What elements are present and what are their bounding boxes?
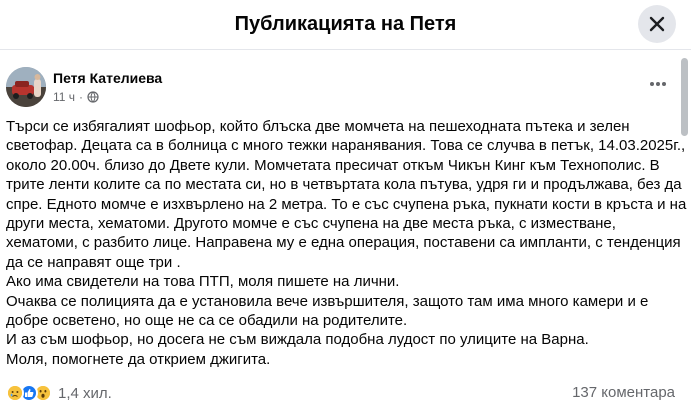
- post-options-button[interactable]: [644, 70, 672, 98]
- author-avatar[interactable]: [6, 67, 46, 107]
- post-line: Ако има свидетели на това ПТП, моля пишете на лични.: [6, 273, 400, 291]
- close-button[interactable]: [638, 5, 676, 43]
- post-line: трите ленти колите са по местата си, но в четвъртата кола пътува, удря ги и продължава, без да: [6, 176, 682, 194]
- post-scroll-area[interactable]: [0, 51, 691, 416]
- post-line: светофар. Децата са в болница с много тежки наранявания. Това се случва в петък, 14.03.2025г.,: [6, 137, 686, 155]
- post-line: около 20.00ч. близо до Двете кули. Момчетата пресичат откъм Чикън Кинг към Технополис. В: [6, 156, 660, 174]
- reactions-summary[interactable]: [6, 382, 112, 404]
- scrollbar-thumb[interactable]: [681, 58, 688, 136]
- post-line: спре. Едното момче е изхвърлено на 2 метра. То е със счупена ръка, пукнати кости в кръста и на: [6, 195, 687, 213]
- post-line: И аз съм шофьор, но досега не съм виждала подобна лудост по улиците на Варна.: [6, 331, 589, 349]
- author-name[interactable]: Петя Кателиева: [53, 70, 163, 86]
- avatar-photo: [6, 67, 46, 107]
- more-horizontal-icon: [649, 81, 667, 87]
- post-meta: [53, 89, 99, 105]
- sad-reaction-icon: [6, 384, 24, 402]
- dialog-title: Публикацията на Петя: [234, 13, 457, 35]
- post-text: [6, 117, 687, 369]
- post-line: хематоми, с разбито лице. Направена му е една операция, поставени са импланти, с тенденция: [6, 234, 681, 252]
- dialog-header: [0, 0, 691, 50]
- post-line: Търси се избягалият шофьор, който блъска две момчета на пешеходната пътека и зелен: [6, 118, 630, 135]
- post-line: Очаква се полицията да е установила вече извършителя, защото там има много камери и е: [6, 292, 649, 310]
- post-line: да се направят още три .: [6, 253, 181, 271]
- post-line: Моля, помогнете да открием джигита.: [6, 350, 271, 368]
- comments-count[interactable]: 137 коментара: [572, 384, 675, 401]
- post-line: добре осветено, но още не са се обадили на родителите.: [6, 312, 408, 330]
- meta-separator: ·: [79, 90, 84, 104]
- close-icon: [649, 16, 665, 32]
- reaction-count[interactable]: 1,4 хил.: [58, 384, 112, 402]
- public-globe-icon[interactable]: [87, 91, 99, 103]
- post-line: други места, хематоми. Другото момче е със счупена на две места ръка, с изместване,: [6, 215, 616, 233]
- post-timestamp[interactable]: 11 ч: [53, 90, 76, 104]
